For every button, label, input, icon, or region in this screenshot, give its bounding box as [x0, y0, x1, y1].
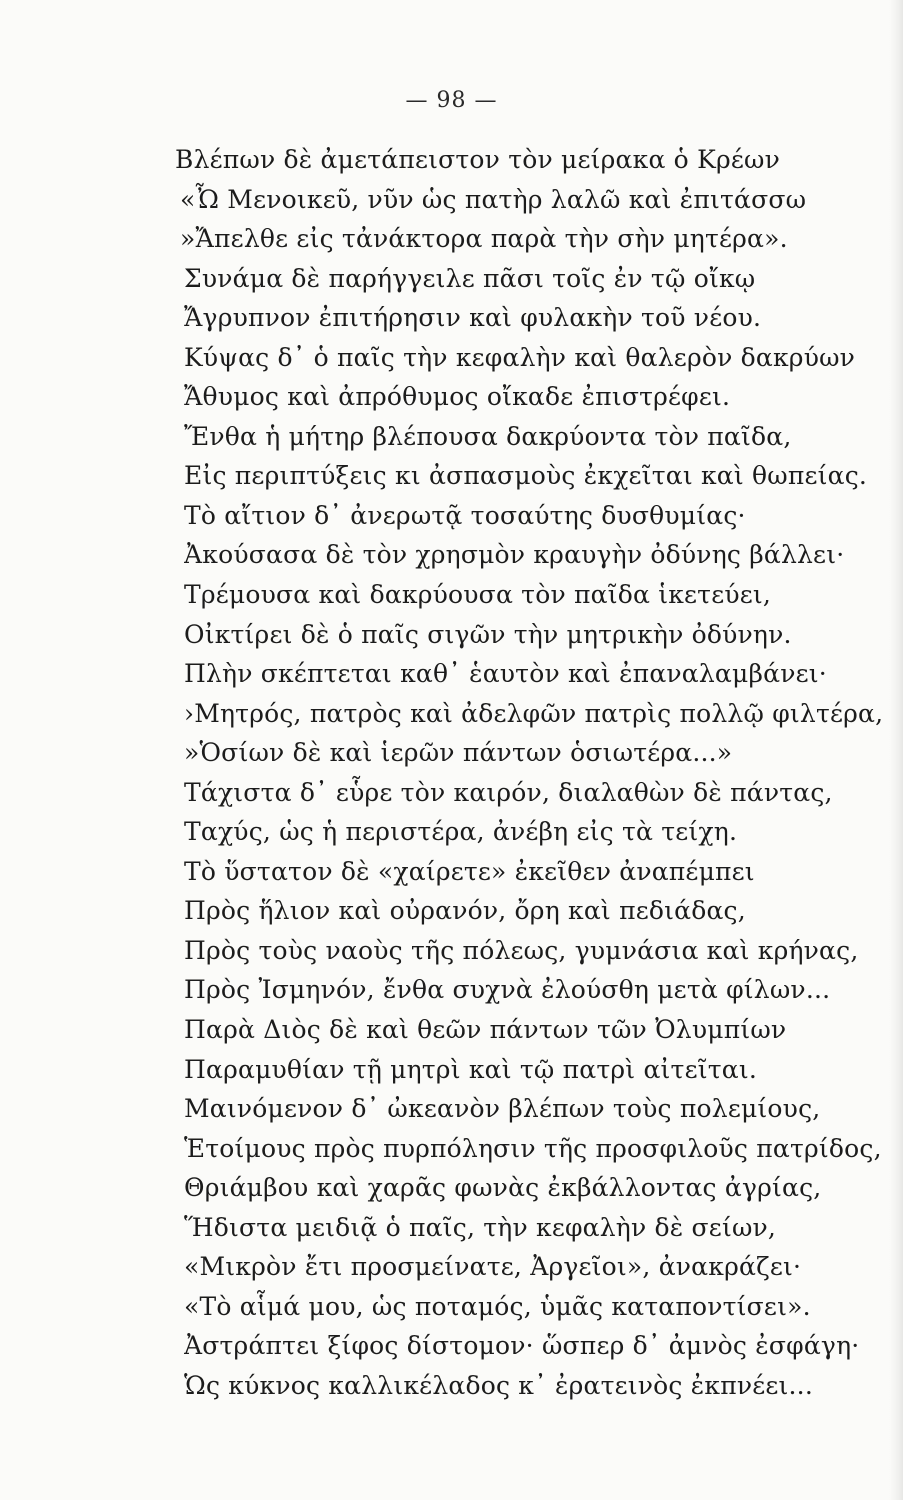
verse-line: Ἥδιστα μειδιᾷ ὁ παῖς, τὴν κεφαλὴν δὲ σείων, [184, 1212, 777, 1242]
verse-line: Ταχύς, ὡς ἡ περιστέρα, ἀνέβη εἰς τὰ τείχη. [184, 817, 738, 847]
verse-line: Ἄθυμος καὶ ἀπρόθυμος οἴκαδε ἐπιστρέφει. [184, 382, 731, 412]
verse-line: Παραμυθίαν τῇ μητρὶ καὶ τῷ πατρὶ αἰτεῖται. [184, 1054, 757, 1084]
verse-line: «Ὦ Μενοικεῦ, νῦν ὡς πατὴρ λαλῶ καὶ ἐπιτάσσω [180, 184, 807, 214]
verse-line: ›Μητρός, πατρὸς καὶ ἀδελφῶν πατρὶς πολλῷ φιλτέρα, [184, 698, 884, 728]
verse-line: Πρὸς Ἰσμηνόν, ἔνθα συχνὰ ἐλούσθη μετὰ φίλων... [184, 975, 831, 1005]
verse-line: Ἑτοίμους πρὸς πυρπόλησιν τῆς προσφιλοῦς πατρίδος, [184, 1133, 882, 1163]
verse-line: Θριάμβου καὶ χαρᾶς φωνὰς ἐκβάλλοντας ἀγρίας, [184, 1173, 822, 1203]
verse-line: Βλέπων δὲ ἀμετάπειστον τὸν μείρακα ὁ Κρέων [175, 145, 780, 174]
verse-line: Ἄγρυπνον ἐπιτήρησιν καὶ φυλακὴν τοῦ νέου. [184, 303, 762, 333]
verse-line: Τὸ ὕστατον δὲ «χαίρετε» ἐκεῖθεν ἀναπέμπει [184, 856, 755, 886]
verse-line: Παρὰ Διὸς δὲ καὶ θεῶν πάντων τῶν Ὀλυμπίων [184, 1015, 787, 1045]
poem-text [175, 140, 884, 1406]
verse-line: Μαινόμενον δ᾿ ὠκεανὸν βλέπων τοὺς πολεμίους, [184, 1094, 821, 1124]
page-edge-shadow [889, 0, 903, 1500]
verse-line: Ὡς κύκνος καλλικέλαδος κ᾿ ἐρατεινὸς ἐκπνέει... [184, 1370, 813, 1400]
page-number: — 98 — [405, 88, 498, 113]
verse-line: Ἀκούσασα δὲ τὸν χρησμὸν κραυγὴν ὀδύνης βάλλει· [184, 540, 845, 570]
verse-line: Οἰκτίρει δὲ ὁ παῖς σιγῶν τὴν μητρικὴν ὀδύνην. [184, 619, 792, 649]
verse-line: Τρέμουσα καὶ δακρύουσα τὸν παῖδα ἱκετεύει, [184, 580, 772, 610]
verse-line: Ἔνθα ἡ μήτηρ βλέπουσα δακρύοντα τὸν παῖδα, [184, 421, 792, 451]
verse-line: Τὸ αἴτιον δ᾿ ἀνερωτᾷ τοσαύτης δυσθυμίας· [184, 500, 746, 530]
verse-line: «Μικρὸν ἔτι προσμείνατε, Ἀργεῖοι», ἀνακράζει· [184, 1252, 802, 1282]
verse-line: Πρὸς τοὺς ναοὺς τῆς πόλεως, γυμνάσια καὶ κρήνας, [184, 935, 859, 965]
verse-line: Τάχιστα δ᾿ εὗρε τὸν καιρόν, διαλαθὼν δὲ πάντας, [184, 777, 833, 807]
verse-line: Πρὸς ἥλιον καὶ οὐρανόν, ὄρη καὶ πεδιάδας, [184, 896, 746, 926]
verse-line: »Ἄπελθε εἰς τἀνάκτορα παρὰ τὴν σὴν μητέρα». [180, 224, 788, 254]
verse-line: Εἰς περιπτύξεις κι ἀσπασμοὺς ἐκχεῖται καὶ θωπείας. [184, 461, 868, 491]
verse-line: Συνάμα δὲ παρήγγειλε πᾶσι τοῖς ἐν τῷ οἴκῳ [184, 263, 756, 293]
verse-line: Πλὴν σκέπτεται καθ᾿ ἑαυτὸν καὶ ἐπαναλαμβάνει· [184, 659, 827, 689]
verse-line: Κύψας δ᾿ ὁ παῖς τὴν κεφαλὴν καὶ θαλερὸν δακρύων [184, 342, 856, 372]
verse-line: Ἀστράπτει ξίφος δίστομον· ὥσπερ δ᾿ ἀμνὸς ἐσφάγη· [184, 1331, 860, 1361]
verse-line: «Τὸ αἷμά μου, ὡς ποταμός, ὑμᾶς καταποντίσει». [184, 1291, 811, 1321]
verse-line: »Ὁσίων δὲ καὶ ἱερῶν πάντων ὁσιωτέρα...» [184, 738, 733, 768]
